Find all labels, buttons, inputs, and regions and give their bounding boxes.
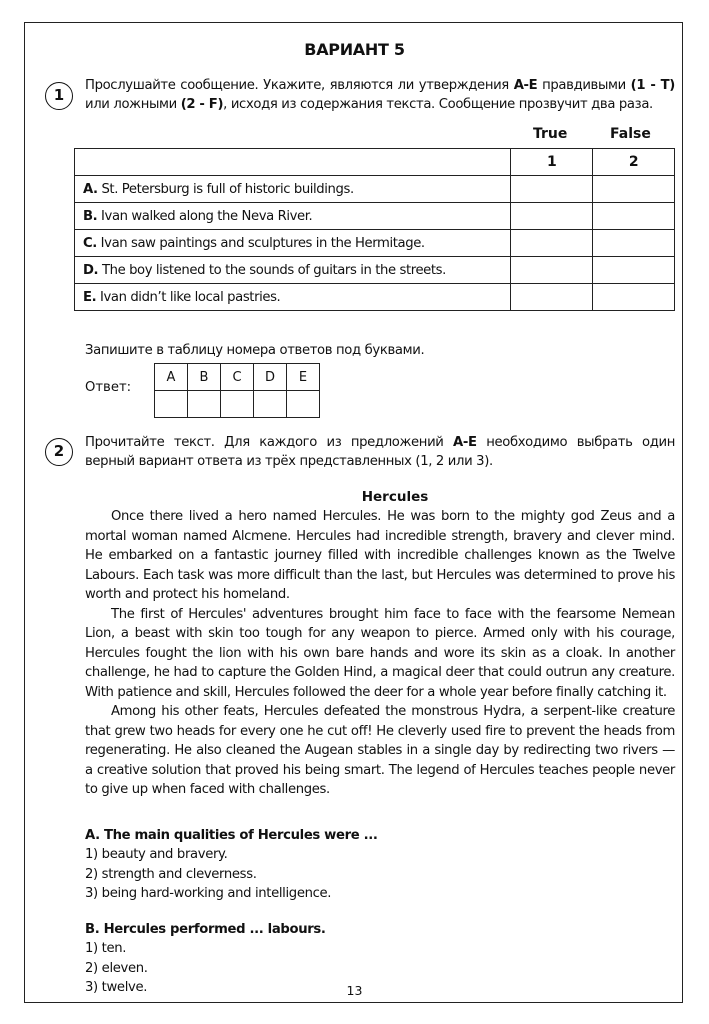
instruction-text: Прочитайте текст. Для каждого из предложений	[85, 435, 454, 450]
statement-cell	[75, 230, 511, 257]
statement-cell	[75, 284, 511, 311]
answer-option: 3) twelve.	[85, 979, 148, 995]
task-2-number-badge: 2	[45, 438, 73, 466]
header-empty-cell	[75, 149, 511, 176]
table-row	[75, 257, 675, 284]
answer-letter: B	[188, 364, 221, 391]
question-heading: B. Hercules performed ... labours.	[85, 922, 326, 937]
answer-option: 1) beauty and bravery.	[85, 847, 228, 863]
instruction-bold: (2 - F)	[180, 97, 224, 112]
statement-text: The boy listened to the sounds of guitars in the streets.	[98, 262, 446, 278]
false-answer-cell[interactable]	[593, 176, 675, 203]
false-answer-cell[interactable]	[593, 284, 675, 311]
statement-letter: D.	[83, 262, 99, 278]
answer-input-cell-c[interactable]	[221, 391, 254, 418]
true-answer-cell[interactable]	[511, 230, 593, 257]
header-false-number: 2	[593, 149, 675, 176]
instruction-text: правдивыми	[537, 78, 631, 93]
answer-letter: D	[254, 364, 287, 391]
reading-paragraph: Among his other feats, Hercules defeated the monstrous Hydra, a serpent-like creature that grew two heads for every one he cut off! He cleverly used fire to prevent the heads from regenerating. He also cleaned the Augean stables in a single day by redirecting two rivers — a creative solution that proved his being smart. The legend of Hercules teaches people never to give up when faced with challenges.	[85, 704, 675, 797]
page-number: 13	[346, 983, 363, 998]
header-true-number: 1	[511, 149, 593, 176]
table-header-row	[75, 149, 675, 176]
statement-letter: B.	[83, 208, 98, 224]
true-answer-cell[interactable]	[511, 203, 593, 230]
true-answer-cell[interactable]	[511, 257, 593, 284]
statement-text: St. Petersburg is full of historic buildings.	[97, 181, 354, 197]
answer-input-cell-e[interactable]	[287, 391, 320, 418]
answer-letter: E	[287, 364, 320, 391]
statement-cell	[75, 203, 511, 230]
answer-input-cell-b[interactable]	[188, 391, 221, 418]
reading-paragraph: Once there lived a hero named Hercules. He was born to the mighty god Zeus and a mortal woman named Alcmene. Hercules had incredible strength, bravery and clever mind. He embarked on a fantastic journey filled with incredible challenges known as the Twelve Labours. Each task was more difficult than the last, but Hercules was determined to prove his worth and protect his homeland.	[85, 509, 675, 602]
statement-cell	[75, 257, 511, 284]
statement-letter: E.	[83, 289, 97, 305]
true-answer-cell[interactable]	[511, 176, 593, 203]
answer-option: 2) strength and cleverness.	[85, 866, 257, 882]
statement-text: Ivan walked along the Neva River.	[97, 208, 313, 224]
instruction-bold: A-E	[513, 78, 538, 93]
answer-letter: A	[155, 364, 188, 391]
task-1-number-badge: 1	[45, 82, 73, 110]
task-1-instruction	[85, 76, 675, 114]
answer-input-cell-a[interactable]	[155, 391, 188, 418]
instruction-text: Прослушайте сообщение. Укажите, являются ли утверждения	[85, 78, 514, 93]
reading-paragraph: The first of Hercules' adventures brought him face to face with the fearsome Nemean Lion, a beast with skin too tough for any weapon to pierce. Armed only with his courage, Hercules fought the lion with his own bare hands and wore its skin as a cloak. In another challenge, he had to capture the Golden Hind, a magical deer that could outrun any creature. With patience and skill, Hercules followed the deer for a whole year before finally catching it.	[85, 606, 675, 700]
instruction-text: , исходя из содержания текста. Сообщение прозвучит два раза.	[223, 97, 653, 112]
answer-option: 3) being hard-working and intelligence.	[85, 885, 332, 901]
table-row	[75, 203, 675, 230]
false-column-label: False	[610, 126, 651, 142]
instruction-bold: A-E	[453, 435, 477, 450]
question-heading: A. The main qualities of Hercules were ...	[85, 828, 378, 843]
false-answer-cell[interactable]	[593, 203, 675, 230]
statement-letter: C.	[83, 235, 97, 251]
page-title: ВАРИАНТ 5	[304, 40, 405, 59]
table-row	[75, 284, 675, 311]
answer-option: 2) eleven.	[85, 960, 148, 976]
reading-text	[85, 507, 675, 800]
false-answer-cell[interactable]	[593, 257, 675, 284]
answer-grid-input-row	[155, 391, 320, 418]
answer-grid-letters-row	[155, 364, 320, 391]
table-row	[75, 176, 675, 203]
instruction-text: или ложными	[85, 97, 181, 112]
true-column-label: True	[533, 126, 568, 142]
answer-letter: C	[221, 364, 254, 391]
instruction-text: необходимо выбрать один верный вариант ответа из трёх представленных (1, 2 или 3).	[85, 435, 675, 469]
write-answers-instruction: Запишите в таблицу номера ответов под буквами.	[85, 343, 425, 358]
table-row	[75, 230, 675, 257]
true-answer-cell[interactable]	[511, 284, 593, 311]
true-false-table	[74, 148, 675, 311]
statement-text: Ivan saw paintings and sculptures in the Hermitage.	[96, 235, 425, 251]
instruction-bold: (1 - T)	[630, 78, 675, 93]
false-answer-cell[interactable]	[593, 230, 675, 257]
statement-text: Ivan didn’t like local pastries.	[96, 289, 281, 305]
answer-input-cell-d[interactable]	[254, 391, 287, 418]
statement-letter: A.	[83, 181, 98, 197]
answer-grid	[154, 363, 320, 418]
task-2-instruction	[85, 433, 675, 471]
question-a	[85, 826, 675, 903]
reading-text-title: Hercules	[361, 489, 429, 505]
answer-label: Ответ:	[85, 380, 132, 395]
statement-cell	[75, 176, 511, 203]
answer-option: 1) ten.	[85, 941, 127, 957]
